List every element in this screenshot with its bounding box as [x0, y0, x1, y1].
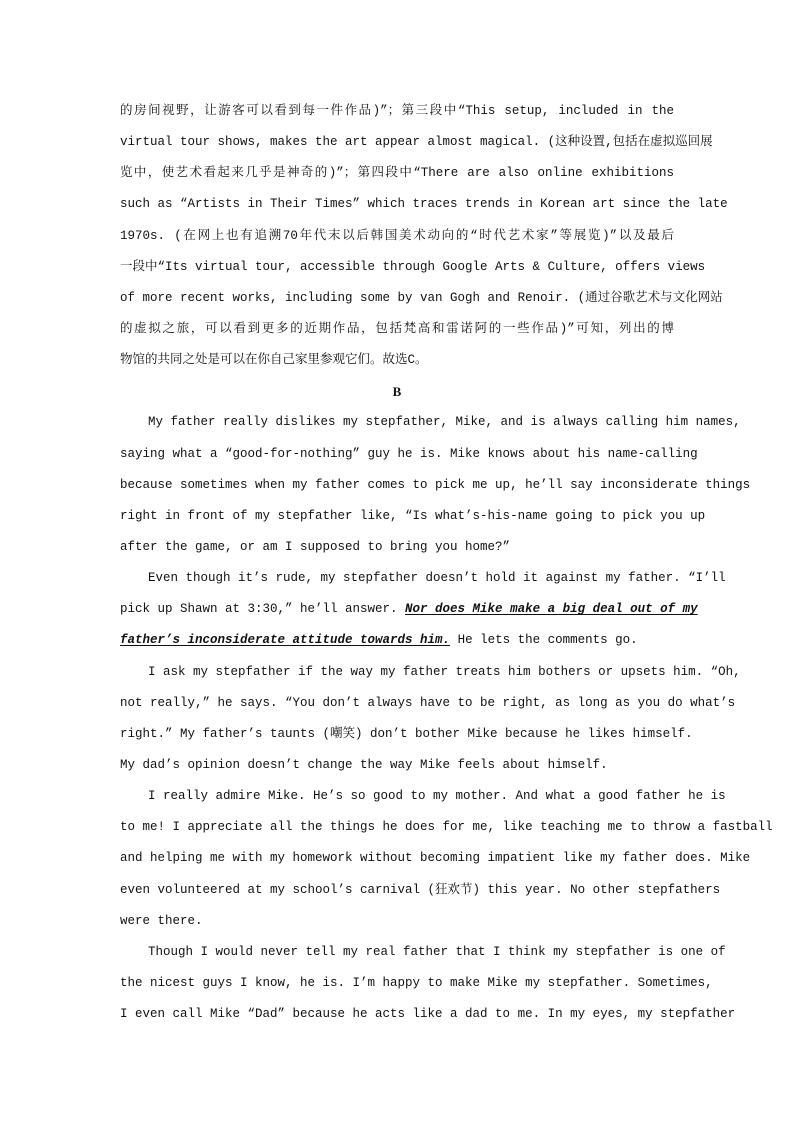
text-line: 物馆的共同之处是可以在你自己家里参观它们。故选C。 [120, 353, 428, 368]
text-line: I really admire Mike. He’s so good to my mother. And what a good father he is [148, 789, 726, 804]
text-line: I ask my stepfather if the way my father treats him bothers or upsets him. “Oh, [148, 664, 741, 679]
text-line: Though I would never tell my real father that I think my stepfather is one of [148, 944, 726, 959]
underlined-sentence: father’s inconsiderate attitude towards him. [120, 633, 451, 648]
text-line: 1970s. (在网上也有追溯70年代末以后韩国美术动向的“时代艺术家”等展览)”以及最后 [120, 228, 674, 243]
text-line: 的房间视野，让游客可以看到每一件作品)”；第三段中“This setup, included in the [120, 104, 674, 118]
text-span: He lets the comments go. [450, 633, 638, 648]
text-line: Even though it’s rude, my stepfather doesn’t hold it against my father. “I’ll [148, 571, 726, 586]
answer-explanation [120, 96, 728, 376]
paragraph-5 [120, 937, 736, 1030]
underlined-sentence: Nor does Mike make a big deal out of my [405, 602, 698, 617]
text-line: 一段中“Its virtual tour, accessible through Google Arts & Culture, offers views [120, 259, 706, 274]
paragraph-4 [120, 781, 773, 937]
paragraph-3 [120, 657, 741, 782]
text-line: were there. [120, 913, 203, 928]
text-line: 览中，使艺术看起来几乎是神奇的)”；第四段中“There are also online exhibitions [120, 166, 674, 181]
text-line: and helping me with my homework without becoming impatient like my father does. Mike [120, 851, 751, 866]
text-line: such as “Artists in Their Times” which traces trends in Korean art since the late [120, 197, 728, 212]
text-line: even volunteered at my school’s carnival (狂欢节) this year. No other stepfathers [120, 882, 721, 897]
text-line: after the game, or am I supposed to bring you home?” [120, 539, 511, 554]
text-line: to me! I appreciate all the things he does for me, like teaching me to throw a fastball [120, 820, 773, 835]
text-line: My dad’s opinion doesn’t change the way Mike feels about himself. [120, 757, 608, 772]
text-line: I even call Mike “Dad” because he acts like a dad to me. In my eyes, my stepfather [120, 1007, 736, 1022]
text-line: because sometimes when my father comes to pick me up, he’ll say inconsiderate things [120, 477, 751, 492]
text-line: 的虚拟之旅，可以看到更多的近期作品，包括梵高和雷诺阿的一些作品)”可知，列出的博 [120, 321, 674, 336]
text-line: not really,” he says. “You don’t always have to be right, as long as you do what’s [120, 695, 736, 710]
text-line: virtual tour shows, makes the art appear almost magical. (这种设置,包括在虚拟巡回展 [120, 135, 713, 150]
text-line [120, 625, 674, 656]
text-line: My father really dislikes my stepfather, Mike, and is always calling him names, [148, 415, 741, 430]
text-line: the nicest guys I know, he is. I’m happy to make Mike my stepfather. Sometimes, [120, 975, 713, 990]
text-line: of more recent works, including some by van Gogh and Renoir. (通过谷歌艺术与文化网站 [120, 290, 723, 305]
text-line [120, 594, 698, 625]
text-line: right in front of my stepfather like, “Is what’s-his-name going to pick you up [120, 508, 706, 523]
section-heading: B [392, 384, 402, 400]
paragraph-2 [120, 563, 726, 656]
document-page [120, 96, 773, 1030]
text-line: right.” My father’s taunts (嘲笑) don’t bother Mike because he likes himself. [120, 726, 693, 741]
text-span: pick up Shawn at 3:30,” he’ll answer. [120, 602, 406, 617]
paragraph-1 [120, 407, 751, 563]
text-line: saying what a “good-for-nothing” guy he is. Mike knows about his name-calling [120, 446, 698, 461]
